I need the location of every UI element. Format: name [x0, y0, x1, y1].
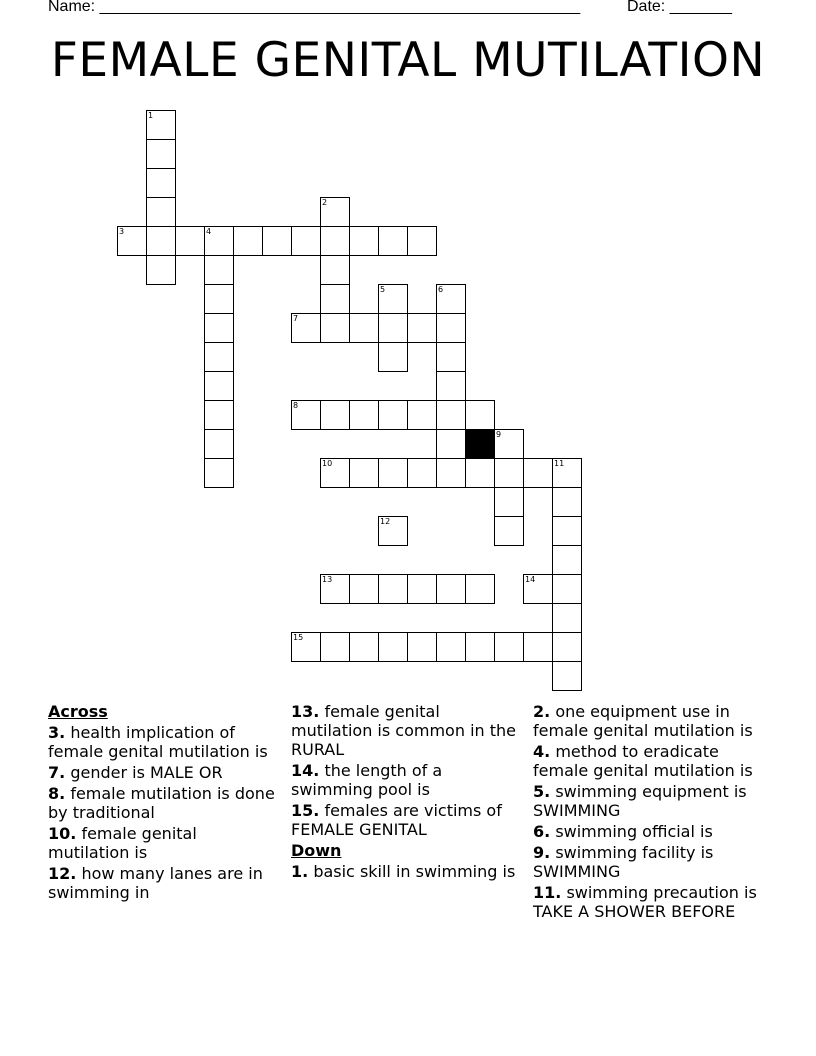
clue-number: 7. — [48, 763, 66, 782]
clue-number: 2. — [533, 702, 551, 721]
page-title: FEMALE GENITAL MUTILATION — [50, 33, 766, 88]
clue-text: female mutilation is done by traditional — [48, 784, 275, 822]
grid-cell[interactable] — [407, 574, 437, 604]
grid-cell[interactable] — [436, 429, 466, 459]
grid-cell[interactable] — [349, 458, 379, 488]
grid-cell[interactable] — [146, 168, 176, 198]
grid-cell[interactable] — [378, 284, 408, 314]
clue-across-12 — [48, 864, 280, 902]
grid-cell[interactable] — [349, 313, 379, 343]
clue-across-13 — [291, 702, 523, 759]
grid-cell[interactable] — [552, 574, 582, 604]
grid-cell[interactable] — [494, 632, 524, 662]
grid-cell[interactable] — [204, 313, 234, 343]
clue-number: 10. — [48, 824, 77, 843]
grid-cell[interactable] — [320, 400, 350, 430]
clue-across-7 — [48, 763, 280, 782]
grid-cell[interactable] — [146, 110, 176, 140]
grid-cell[interactable] — [175, 226, 205, 256]
grid-cell[interactable] — [146, 139, 176, 169]
clue-number: 15. — [291, 801, 320, 820]
date-field[interactable]: Date: _______ — [627, 0, 732, 15]
grid-cell[interactable] — [320, 313, 350, 343]
grid-cell[interactable] — [436, 632, 466, 662]
grid-cell[interactable] — [204, 400, 234, 430]
grid-cell[interactable] — [320, 284, 350, 314]
grid-cell[interactable] — [552, 545, 582, 575]
grid-cell[interactable] — [378, 400, 408, 430]
clue-down-6 — [533, 822, 773, 841]
grid-cell[interactable] — [436, 458, 466, 488]
grid-cell[interactable] — [378, 458, 408, 488]
grid-cell[interactable] — [349, 632, 379, 662]
clue-number-label: 4 — [206, 227, 212, 236]
grid-cell[interactable] — [320, 197, 350, 227]
grid-cell[interactable] — [407, 458, 437, 488]
grid-cell[interactable] — [407, 400, 437, 430]
clue-number-label: 14 — [525, 575, 536, 584]
grid-cell[interactable] — [320, 226, 350, 256]
clue-number: 6. — [533, 822, 551, 841]
grid-cell[interactable] — [552, 516, 582, 546]
grid-cell[interactable] — [436, 400, 466, 430]
grid-cell[interactable] — [552, 661, 582, 691]
grid-cell[interactable] — [494, 458, 524, 488]
grid-cell[interactable] — [320, 574, 350, 604]
clues-column-3 — [533, 702, 773, 923]
grid-cell[interactable] — [291, 313, 321, 343]
grid-cell[interactable] — [465, 458, 495, 488]
clue-number: 13. — [291, 702, 320, 721]
grid-cell[interactable] — [378, 313, 408, 343]
clue-text: one equipment use in female genital mutilation is — [533, 702, 753, 740]
clue-down-2 — [533, 702, 773, 740]
grid-cell[interactable] — [262, 226, 292, 256]
grid-cell[interactable] — [436, 342, 466, 372]
clue-down-11 — [533, 883, 773, 921]
clue-text: the length of a swimming pool is — [291, 761, 443, 799]
grid-cell[interactable] — [378, 342, 408, 372]
clue-number-label: 7 — [293, 314, 299, 323]
grid-cell[interactable] — [552, 632, 582, 662]
clue-number-label: 8 — [293, 401, 299, 410]
grid-cell[interactable] — [204, 255, 234, 285]
clue-number: 4. — [533, 742, 551, 761]
clue-number-label: 13 — [322, 575, 333, 584]
clue-number: 3. — [48, 723, 66, 742]
clue-number-label: 3 — [119, 227, 125, 236]
grid-cell[interactable] — [291, 226, 321, 256]
grid-cell[interactable] — [552, 603, 582, 633]
clue-down-5 — [533, 782, 773, 820]
clues-column-2 — [291, 702, 523, 883]
grid-cell[interactable] — [146, 226, 176, 256]
clue-text: how many lanes are in swimming in — [48, 864, 263, 902]
clue-text: swimming official is — [555, 822, 713, 841]
clue-text: swimming equipment is SWIMMING — [533, 782, 747, 820]
grid-cell[interactable] — [494, 487, 524, 517]
clues-column-1 — [48, 702, 280, 904]
grid-cell[interactable] — [407, 226, 437, 256]
clue-down-1 — [291, 862, 523, 881]
grid-cell[interactable] — [378, 574, 408, 604]
clue-text: swimming precaution is TAKE A SHOWER BEFORE — [533, 883, 757, 921]
clue-number: 11. — [533, 883, 562, 902]
grid-cell[interactable] — [204, 226, 234, 256]
clue-number: 12. — [48, 864, 77, 883]
grid-cell[interactable] — [233, 226, 263, 256]
clue-number: 1. — [291, 862, 309, 881]
grid-cell[interactable] — [320, 458, 350, 488]
grid-cell[interactable] — [494, 429, 524, 459]
grid-cell[interactable] — [291, 400, 321, 430]
clue-number-label: 1 — [148, 111, 154, 120]
grid-cell[interactable] — [494, 516, 524, 546]
clue-number: 14. — [291, 761, 320, 780]
grid-cell[interactable] — [117, 226, 147, 256]
grid-cell[interactable] — [523, 458, 553, 488]
clue-number-label: 5 — [380, 285, 386, 294]
clue-number: 5. — [533, 782, 551, 801]
black-square — [465, 429, 495, 459]
grid-cell[interactable] — [146, 255, 176, 285]
grid-cell[interactable] — [378, 516, 408, 546]
clue-text: basic skill in swimming is — [313, 862, 516, 881]
grid-cell[interactable] — [204, 458, 234, 488]
grid-cell[interactable] — [436, 371, 466, 401]
clue-across-10 — [48, 824, 280, 862]
grid-cell[interactable] — [407, 313, 437, 343]
clue-number-label: 2 — [322, 198, 328, 207]
clue-text: gender is MALE OR — [70, 763, 223, 782]
grid-cell[interactable] — [552, 487, 582, 517]
grid-cell[interactable] — [204, 371, 234, 401]
clue-text: swimming facility is SWIMMING — [533, 843, 714, 881]
grid-cell[interactable] — [465, 400, 495, 430]
name-field[interactable]: Name: ______________________________________________________ — [48, 0, 581, 15]
clue-across-14 — [291, 761, 523, 799]
clue-number-label: 6 — [438, 285, 444, 294]
clue-text: health implication of female genital mutilation is — [48, 723, 268, 761]
grid-cell[interactable] — [349, 574, 379, 604]
clue-across-15 — [291, 801, 523, 839]
clue-text: female genital mutilation is — [48, 824, 197, 862]
grid-cell[interactable] — [378, 632, 408, 662]
clue-number: 9. — [533, 843, 551, 862]
across-heading: Across — [48, 702, 108, 721]
clue-down-9 — [533, 843, 773, 881]
clue-across-3 — [48, 723, 280, 761]
grid-cell[interactable] — [204, 429, 234, 459]
grid-cell[interactable] — [436, 313, 466, 343]
grid-cell[interactable] — [146, 197, 176, 227]
clue-number-label: 11 — [554, 459, 565, 468]
grid-cell[interactable] — [523, 632, 553, 662]
grid-cell[interactable] — [320, 632, 350, 662]
clue-across-8 — [48, 784, 280, 822]
grid-cell[interactable] — [465, 632, 495, 662]
clue-number-label: 10 — [322, 459, 333, 468]
grid-cell[interactable] — [465, 574, 495, 604]
clue-text: female genital mutilation is common in the RURAL — [291, 702, 516, 759]
grid-cell[interactable] — [436, 574, 466, 604]
grid-cell[interactable] — [378, 226, 408, 256]
grid-cell[interactable] — [320, 255, 350, 285]
clue-number: 8. — [48, 784, 66, 803]
grid-cell[interactable] — [552, 458, 582, 488]
grid-cell[interactable] — [523, 574, 553, 604]
grid-cell[interactable] — [436, 284, 466, 314]
grid-cell[interactable] — [349, 400, 379, 430]
clue-number-label: 15 — [293, 633, 304, 642]
grid-cell[interactable] — [204, 284, 234, 314]
clue-text: method to eradicate female genital mutilation is — [533, 742, 753, 780]
clue-text: females are victims of FEMALE GENITAL — [291, 801, 502, 839]
clue-number-label: 12 — [380, 517, 391, 526]
clue-down-4 — [533, 742, 773, 780]
grid-cell[interactable] — [349, 226, 379, 256]
down-heading: Down — [291, 841, 342, 860]
grid-cell[interactable] — [407, 632, 437, 662]
grid-cell[interactable] — [291, 632, 321, 662]
clue-number-label: 9 — [496, 430, 502, 439]
grid-cell[interactable] — [204, 342, 234, 372]
